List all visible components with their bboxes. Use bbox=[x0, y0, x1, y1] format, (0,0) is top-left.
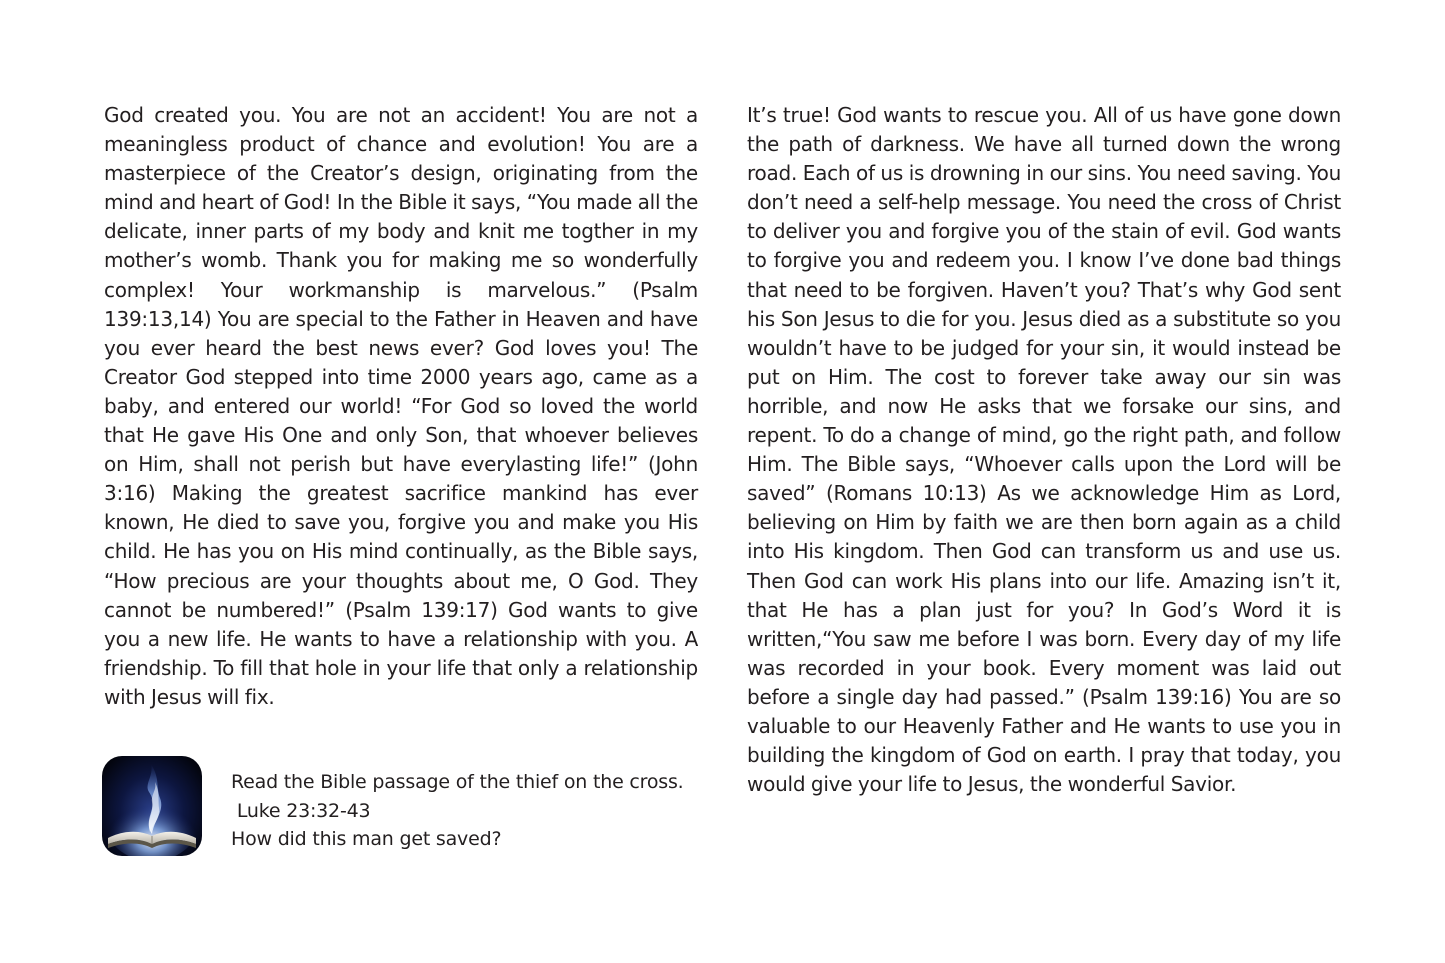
callout-line-1: Read the Bible passage of the thief on the cross. bbox=[231, 771, 684, 793]
bible-app-icon bbox=[102, 756, 202, 856]
right-column-text: It’s true! God wants to rescue you. All of us have gone down the path of darkness. We have all turned down the wrong road. Each of us is drowning in our sins. You need saving. You don’t need a self-help message. You need the cross of Christ to deliver you and forgive you of the stain of evil. God wants to forgive you and redeem you. I know I’ve done bad things that need to be forgiven. Haven’t you? That’s why God sent his Son Jesus to die for you. Jesus died as a substitute so you wouldn’t have to be judged for your sin, it would instead be put on Him. The cost to forever take away our sin was horrible, and now He asks that we forsake our sins, and repent. To do a change of mind, go the right path, and follow Him. The Bible says, “Whoever calls upon the Lord will be saved” (Romans 10:13) As we acknowledge Him as Lord, believing on Him by faith we are then born again as a child into His kingdom. Then God can transform us and use us. Then God can work His plans into our life. Amazing isn’t it, that He has a plan just for you? In God’s Word it is written,“You saw me before I was born. Every day of my life was recorded in your book. Every moment was laid out before a single day had passed.” (Psalm 139:16) You are so valuable to our Heavenly Father and He wants to use you in building the kingdom of God on earth. I pray that today, you would give your life to Jesus, the wonderful Savior. bbox=[747, 103, 1341, 797]
bible-reading-callout bbox=[102, 756, 702, 856]
callout-line-2: Luke 23:32-43 bbox=[231, 799, 371, 822]
left-column-text: God created you. You are not an accident! You are not a meaningless product of chance and evolution! You are a masterpiece of the Creator’s design, originating from the mind and heart of God! In the Bible it says, “You made all the delicate, inner parts of my body and knit me togther in my mother’s womb. Thank you for making me so wonderfully complex! Your workmanship is marvelous.” (Psalm 139:13,14) You are special to the Father in Heaven and have you ever heard the best news ever? God loves you! The Creator God stepped into time 2000 years ago, came as a baby, and entered our world! “For God so loved the world that He gave His One and only Son, that whoever believes on Him, shall not perish but have everylasting life!” (John 3:16) Making the greatest sacrifice mankind has ever known, He died to save you, forgive you and make you His child. He has you on His mind continually, as the Bible says, “How precious are your thoughts about me, O God. They cannot be numbered!” (Psalm 139:17) God wants to give you a new life. He wants to have a relationship with you. A friendship. To fill that hole in your life that only a relationship with Jesus will fix. bbox=[104, 103, 698, 709]
callout-line-3: How did this man get saved? bbox=[231, 828, 502, 850]
callout-text bbox=[231, 768, 701, 854]
